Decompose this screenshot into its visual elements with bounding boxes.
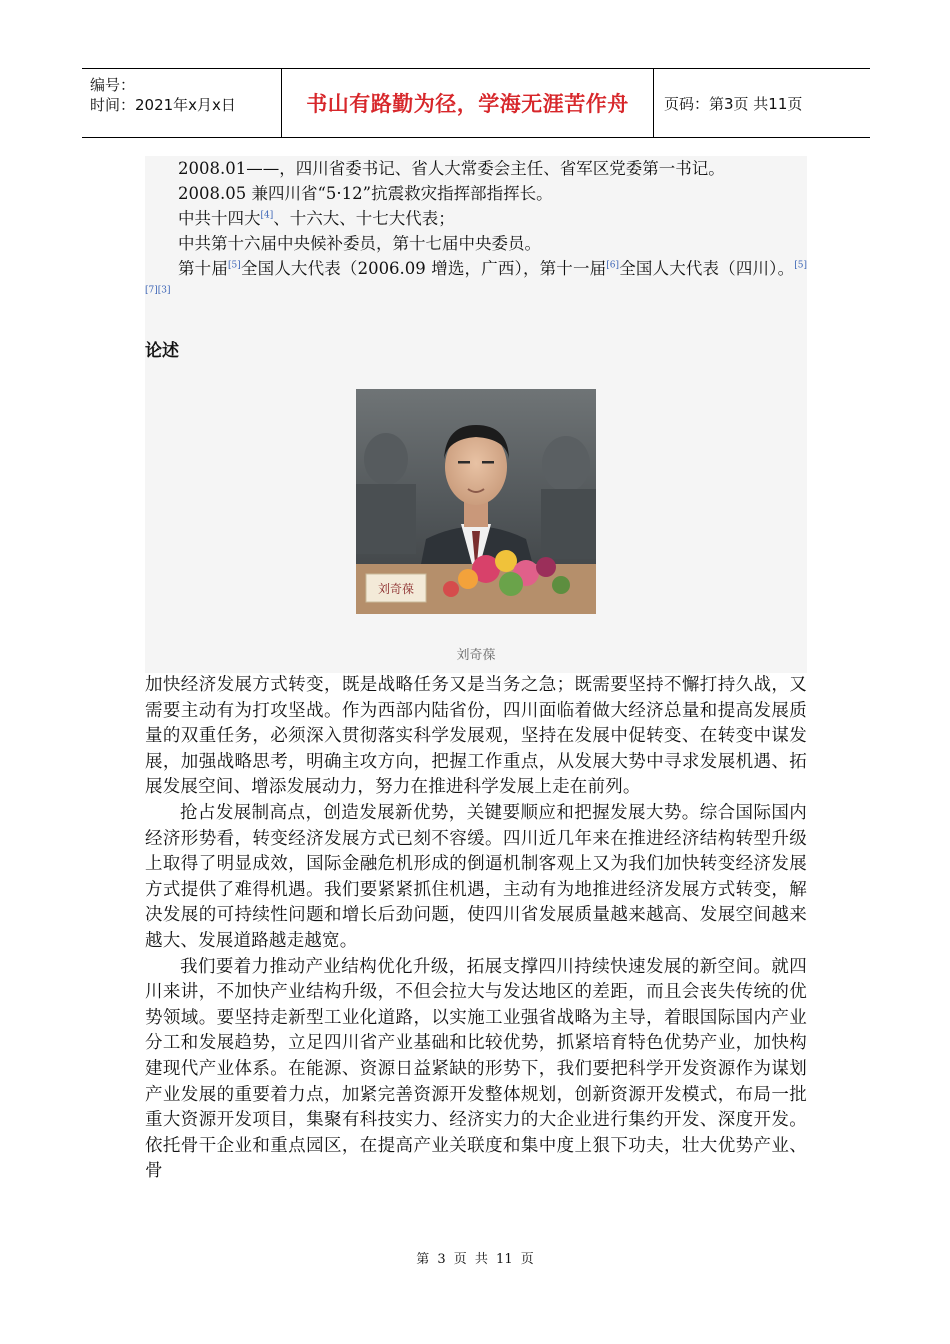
figure (145, 389, 807, 673)
paragraph: 我们要着力推动产业结构优化升级，拓展支撑四川持续快速发展的新空间。就四川来讲，不加快产业结构升级，不但会拉大与发达地区的差距，而且会丧失传统的优势领域。要坚持走新型工业化道路，以实施工业强省战略为主导，着眼国际国内产业分工和发展趋势，立足四川省产业基础和比较优势，抓紧培育特色优势产业，加快构建现代产业体系。在能源、资源日益紧缺的形势下，我们要把科学开发资源作为谋划产业发展的重要着力点，加紧完善资源开发整体规划，创新资源开发模式，布局一批重大资源开发项目，集聚有科技实力、经济实力的大企业进行集约开发、深度开发。依托骨干企业和重点园区，在提高产业关联度和集中度上狠下功夫，壮大优势产业、骨 (145, 956, 807, 1182)
citation-link[interactable]: [5] (228, 260, 241, 271)
resume-text: 全国人大代表（2006.09 增选，广西），第十一届 (240, 259, 607, 278)
resume-block (145, 156, 807, 389)
resume-text: 第十届 (178, 259, 228, 278)
section-heading: 论述 (145, 341, 179, 361)
nameplate-text: 刘奇葆 (377, 582, 415, 596)
resume-text: 、十六大、十七大代表； (273, 209, 455, 228)
resume-line: 中共第十六届中央候补委员，第十七届中央委员。 (178, 234, 541, 253)
resume-text: 中共十四大 (178, 209, 261, 228)
citation-link[interactable]: [4] (260, 210, 274, 221)
figure-caption: 刘奇葆 (456, 648, 496, 663)
resume-line: 2008.05 兼四川省“5·12”抗震救灾指挥部指挥长。 (178, 184, 553, 203)
article-body (145, 673, 807, 1185)
header-motto: 书山有路勤为径，学海无涯苦作舟 (282, 69, 654, 137)
paragraph: 加快经济发展方式转变，既是战略任务又是当务之急；既需要坚持不懈打持久战，又需要主动有为打攻坚战。作为西部内陆省份，四川面临着做大经济总量和提高发展质量的双重任务，必须深入贯彻落实科学发展观，坚持在发展中促转变、在转变中谋发展，加强战略思考，明确主攻方向，把握工作重点，从发展大势中寻求发展机遇、拓展发展空间、增添发展动力，努力在推进科学发展上走在前列。 (145, 675, 807, 798)
paragraph: 抢占发展制高点，创造发展新优势，关键要顺应和把握发展大势。综合国际国内经济形势看，转变经济发展方式已刻不容缓。四川近几年来在推进经济结构转型升级上取得了明显成效，国际金融危机形成的倒逼机制客观上又为我们加快转变经济发展方式提供了难得机遇。我们要紧紧抓住机遇，主动有为地推进经济发展方式转变，解决发展的可持续性问题和增长后劲问题，使四川省发展质量越来越高、发展空间越来越大、发展道路越走越宽。 (145, 802, 807, 951)
portrait-photo (356, 389, 596, 614)
resume-line (145, 256, 807, 306)
page-header (82, 68, 870, 138)
citation-link[interactable]: [5][7][3] (145, 260, 808, 296)
resume-text: 全国人大代表（四川）。 (619, 259, 795, 278)
document-content (145, 156, 807, 1185)
resume-line: 2008.01——，四川省委书记、省人大常委会主任、省军区党委第一书记。 (178, 159, 725, 178)
header-meta (82, 69, 282, 137)
code-label: 编号： (90, 76, 136, 94)
resume-line (145, 206, 807, 231)
citation-link[interactable]: [6] (606, 260, 620, 271)
page-footer: 第 3 页 共 11 页 (416, 1252, 534, 1267)
time-label: 时间：2021年x月x日 (90, 96, 236, 114)
header-page-label: 页码：第3页 共11页 (664, 94, 803, 113)
